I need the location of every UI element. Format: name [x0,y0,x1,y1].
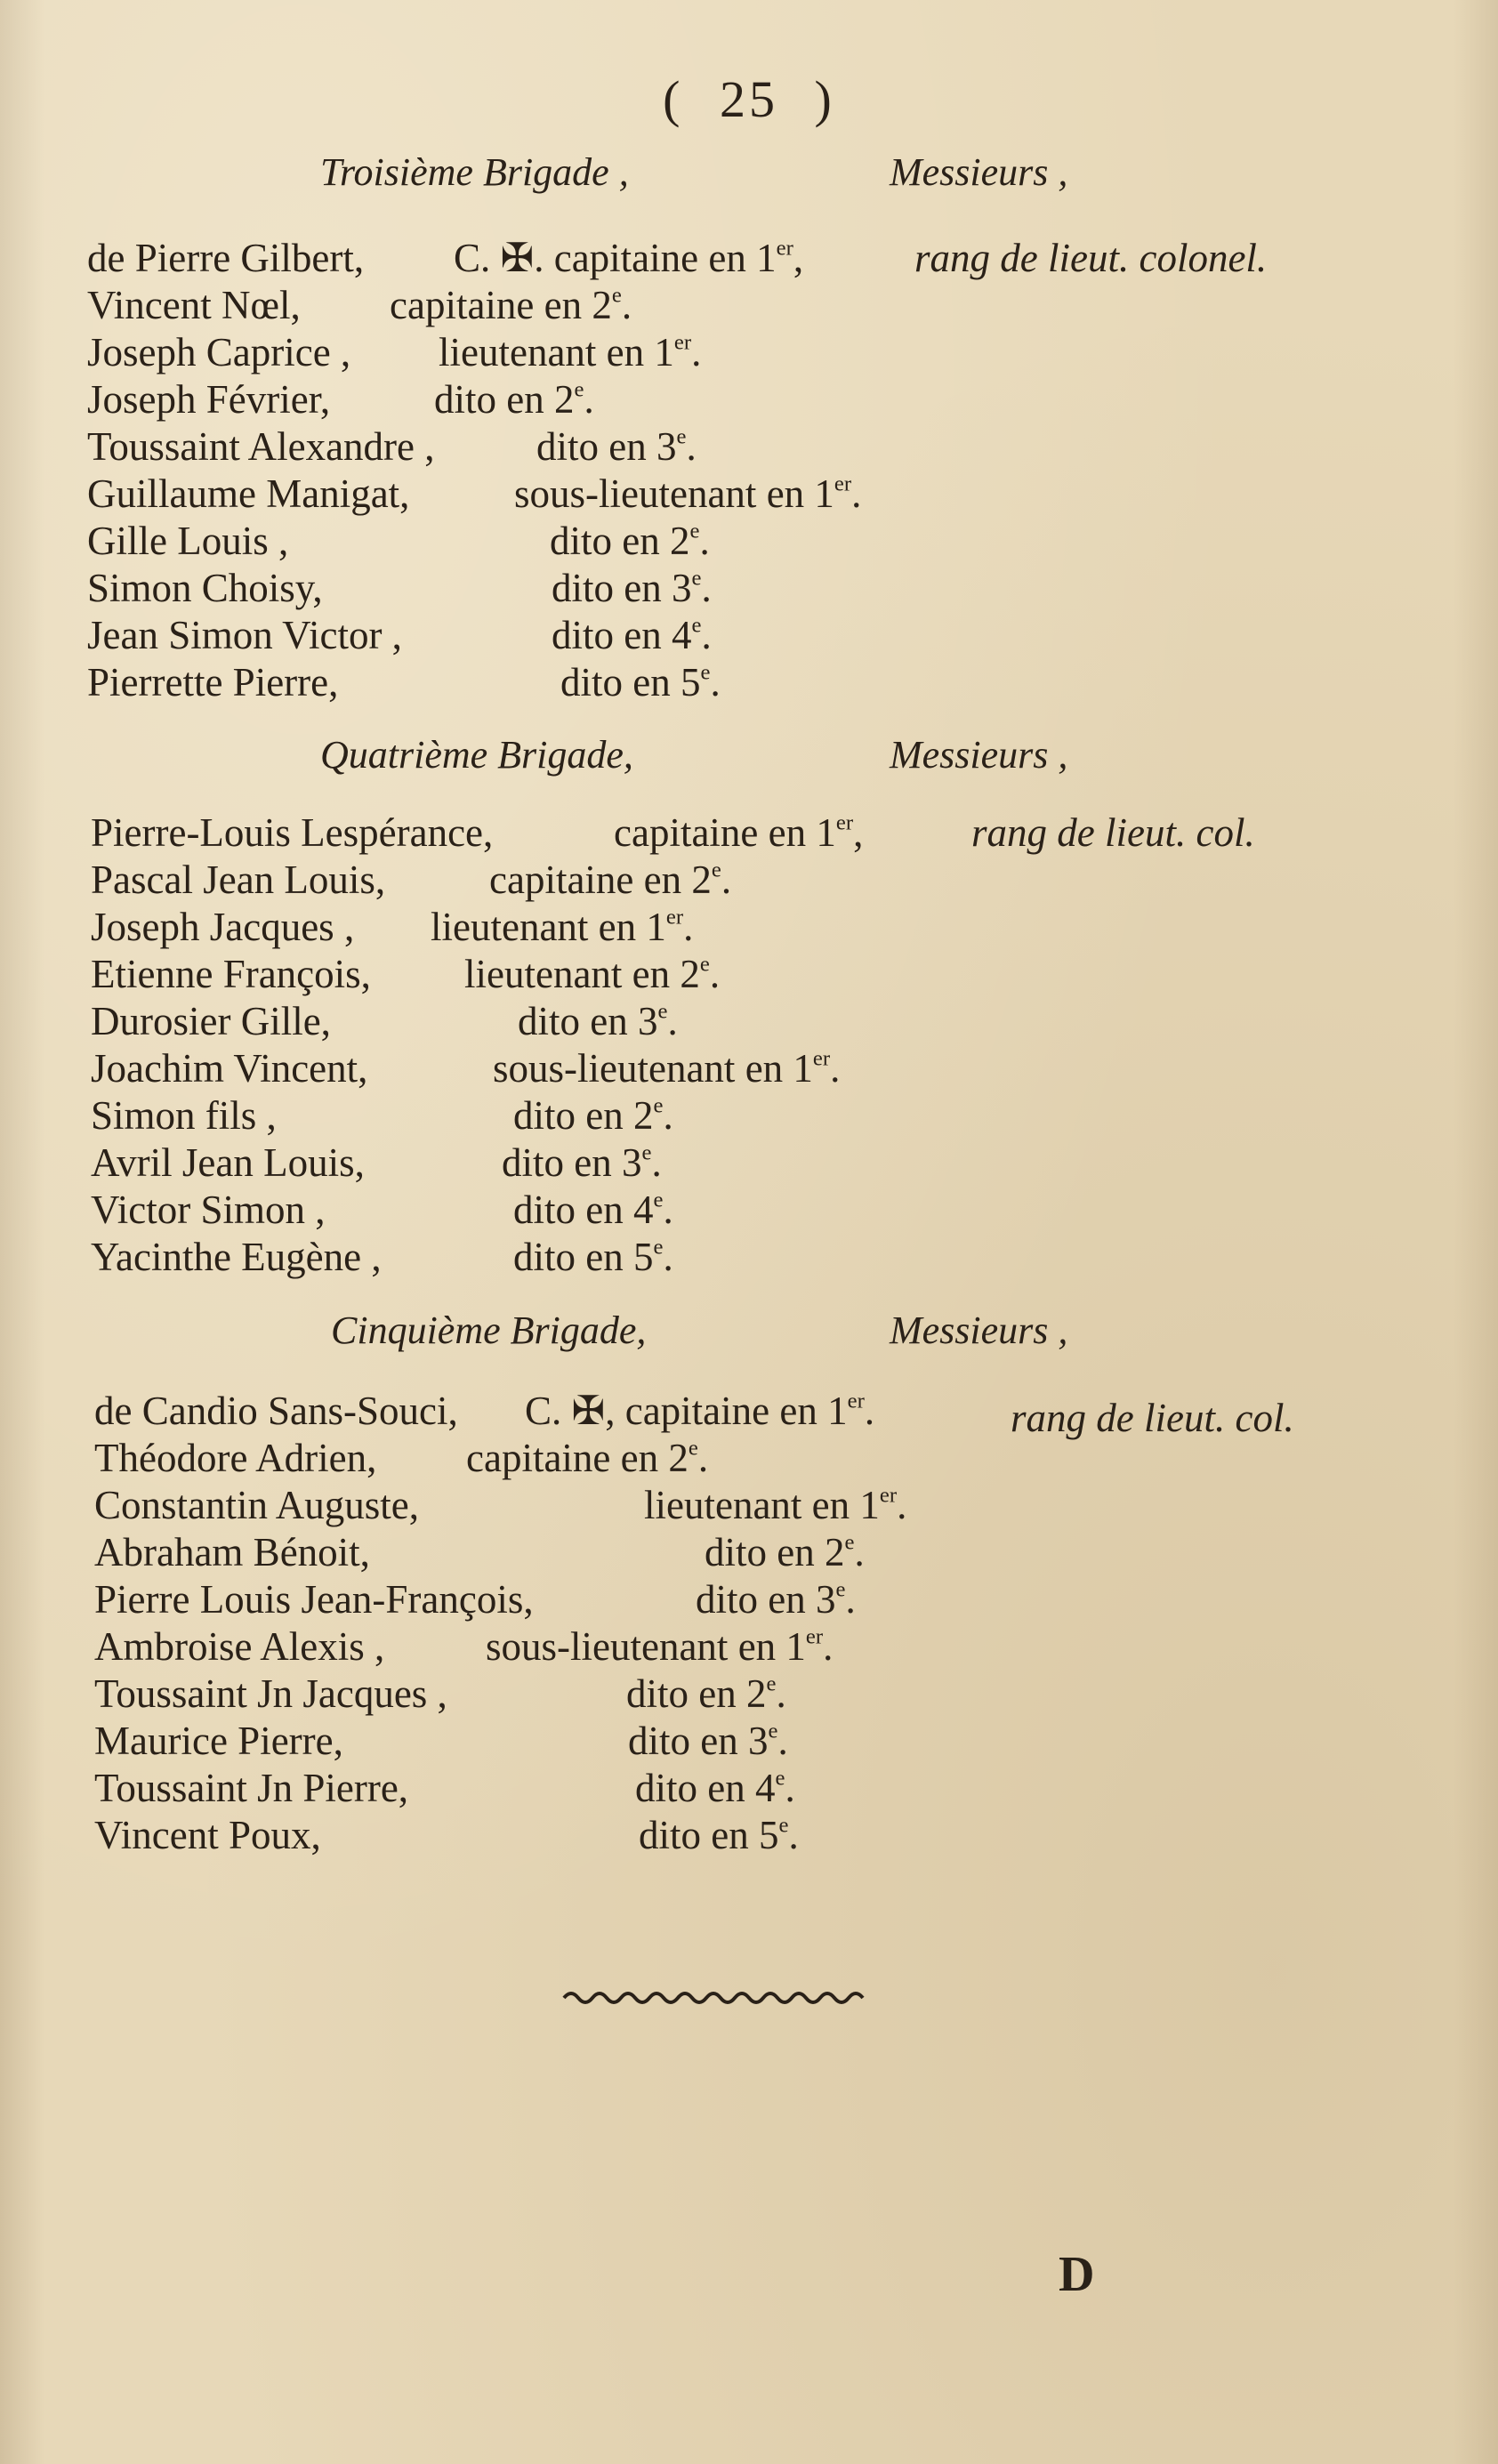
officer-name: Joseph Jacques , [91,905,355,949]
rank-text: capitaine en 2 [466,1436,689,1480]
rank-punct: . [663,1235,673,1279]
ordinal-suffix: e [611,283,622,308]
rank-text: dito en 4 [635,1766,776,1810]
officer-rank [513,1234,673,1280]
rank-text: dito en 5 [639,1813,779,1857]
rank-punct: . [721,858,732,902]
ordinal-suffix: er [834,471,852,496]
ordinal-suffix: e [768,1719,778,1743]
officer-rank [552,565,712,611]
rank-text: lieutenant en 2 [464,952,700,996]
ordinal-suffix: er [812,1046,831,1071]
rank-punct: , [853,810,864,855]
ordinal-suffix: e [700,660,711,685]
officer-name: Simon fils , [91,1093,277,1138]
officer-rank [431,904,693,950]
rank-punct: . [686,424,697,469]
officer-rank [434,376,594,423]
officer-rank [644,1482,906,1528]
officer-name: Avril Jean Louis, [91,1140,365,1185]
rank-text: dito en 4 [513,1188,654,1232]
officer-name: Abraham Bénoit, [94,1530,370,1574]
officer-name: Victor Simon , [91,1188,326,1232]
officer-name: Pierre Louis Jean-François, [94,1577,534,1622]
officer-rank [552,612,712,658]
officer-rank [464,951,720,997]
ordinal-suffix: e [676,424,687,449]
rank-punct: . [683,905,694,949]
ordinal-suffix: e [778,1813,789,1838]
officer-rank [696,1576,856,1623]
rank-punct: . [776,1671,786,1716]
honorary-rank: rang de lieut. col. [1011,1396,1294,1440]
officer-rank [635,1765,795,1811]
messieurs-label: Messieurs , [890,733,1068,777]
brigade-heading-4 [0,732,1498,785]
rank-text: dito en 3 [628,1719,769,1763]
officer-name: Vincent Poux, [94,1813,321,1857]
ordinal-suffix: e [641,1140,652,1165]
ordinal-suffix: e [835,1577,846,1602]
ordinal-suffix: e [688,1436,698,1461]
officer-rank [639,1812,799,1858]
rank-punct: . [651,1140,662,1185]
rank-text: capitaine en 1 [614,810,836,855]
ordinal-suffix: er [665,905,684,930]
ordinal-suffix: e [689,519,700,544]
officer-rank [536,423,697,470]
officer-name: Joachim Vincent, [91,1046,368,1091]
rank-punct: . [709,952,721,996]
ordinal-suffix: er [847,1389,865,1413]
rank-text: dito en 3 [552,566,692,610]
ordinal-suffix: er [776,236,793,261]
officer-name: Toussaint Jn Pierre, [94,1766,409,1810]
brigade-title: Troisième Brigade , [320,150,629,194]
officer-name: Joseph Caprice , [87,330,351,374]
officer-rank [628,1718,788,1764]
officer-rank [390,282,632,328]
officer-rank [489,857,731,903]
officer-name: Théodore Adrien, [94,1436,377,1480]
rank-text: dito en 2 [550,519,690,563]
officer-name: Guillaume Manigat, [87,471,410,516]
officer-rank [486,1623,833,1670]
ordinal-suffix: er [879,1483,898,1508]
officer-rank [514,471,861,517]
rank-text: C. ✠. capitaine en 1 [454,236,777,280]
brigade-heading-5 [0,1308,1498,1361]
officer-name: Gille Louis , [87,519,289,563]
officer-name: Joseph Février, [87,377,331,422]
rank-punct: . [663,1093,673,1138]
rank-punct: . [667,999,678,1043]
page-header [0,69,1498,129]
rank-text: dito en 4 [552,613,692,657]
ordinal-suffix: e [711,858,721,882]
ordinal-suffix: e [699,952,710,977]
officer-rank [705,1529,865,1575]
rank-punct: . [897,1483,907,1527]
rank-text: lieutenant en 1 [644,1483,880,1527]
rank-punct: . [697,1436,709,1480]
rank-punct: . [701,566,712,610]
rank-punct: . [830,1046,841,1091]
brigade-title: Cinquième Brigade, [331,1308,647,1352]
rank-punct: . [777,1719,788,1763]
officer-name: Pascal Jean Louis, [91,858,386,902]
rank-text: dito en 3 [536,424,677,469]
rank-text: C. ✠, capitaine en 1 [525,1389,848,1433]
rank-text: dito en 2 [705,1530,845,1574]
ordinal-suffix: e [844,1530,855,1555]
rank-text: sous-lieutenant en 1 [514,471,834,516]
ordinal-suffix: e [691,613,702,638]
officer-rank [466,1435,708,1481]
ordinal-suffix: er [805,1624,824,1649]
officer-name: Etienne François, [91,952,371,996]
signature-mark: D [1059,2247,1095,2302]
ordinal-suffix: e [691,566,702,591]
rank-text: dito en 3 [502,1140,642,1185]
officer-rank [518,998,678,1044]
brigade-title: Quatrième Brigade, [320,733,633,777]
ordinal-suffix: e [653,1093,664,1118]
honorary-rank: rang de lieut. col. [971,810,1255,855]
rank-text: lieutenant en 1 [431,905,666,949]
rank-text: sous-lieutenant en 1 [493,1046,813,1091]
rank-punct: . [854,1530,865,1574]
ordinal-suffix: e [775,1766,785,1791]
officer-rank [560,659,721,705]
officer-rank [626,1671,786,1717]
rank-text: capitaine en 2 [390,283,612,327]
rank-text: dito en 2 [626,1671,767,1716]
ordinal-suffix: er [673,330,692,355]
rank-text: dito en 3 [518,999,658,1043]
officer-rank [493,1045,840,1091]
rank-text: capitaine en 2 [489,858,712,902]
rank-text: sous-lieutenant en 1 [486,1624,806,1669]
officer-name: de Pierre Gilbert, [87,236,365,280]
messieurs-label: Messieurs , [890,1308,1068,1352]
rank-punct: . [701,613,712,657]
brigade-heading-3 [0,149,1498,203]
rank-text: lieutenant en 1 [439,330,674,374]
ordinal-suffix: er [835,810,854,835]
rank-text: dito en 5 [513,1235,654,1279]
officer-rank [513,1092,673,1139]
rank-text: dito en 3 [696,1577,836,1622]
rank-punct: . [851,471,862,516]
rank-punct: . [788,1813,799,1857]
officer-rank [550,518,710,564]
page-number-open: ( [663,70,684,128]
rank-punct: . [699,519,710,563]
officer-name: Toussaint Jn Jacques , [94,1671,447,1716]
officer-rank [439,329,701,375]
page-number-close: ) [814,70,835,128]
officer-name: Jean Simon Victor , [87,613,402,657]
rank-text: dito en 5 [560,660,701,705]
rank-punct: . [785,1766,795,1810]
ordinal-suffix: e [657,999,668,1024]
ordinal-suffix: e [653,1235,664,1260]
rank-text: dito en 2 [434,377,575,422]
officer-name: Maurice Pierre, [94,1719,343,1763]
officer-name: Ambroise Alexis , [94,1624,385,1669]
ordinal-suffix: e [574,377,584,402]
officer-name: Pierrette Pierre, [87,660,339,705]
rank-punct: . [710,660,721,705]
messieurs-label: Messieurs , [890,150,1068,194]
officer-name: Toussaint Alexandre , [87,424,435,469]
officer-name: Yacinthe Eugène , [91,1235,382,1279]
officer-name: Durosier Gille, [91,999,331,1043]
officer-name: Vincent Nœl, [87,283,301,327]
officer-name: Constantin Auguste, [94,1483,420,1527]
rank-punct: . [823,1624,834,1669]
rank-punct: . [864,1389,875,1433]
rank-punct: . [691,330,702,374]
ordinal-suffix: e [653,1188,664,1212]
officer-rank [513,1187,673,1233]
officer-rank [502,1139,662,1186]
officer-name: Pierre-Louis Lespérance, [91,810,494,855]
rank-text: dito en 2 [513,1093,654,1138]
ordinal-suffix: e [766,1671,777,1696]
rank-punct: , [793,236,804,280]
officer-rank [454,235,803,281]
officer-name: de Candio Sans-Souci, [94,1389,458,1433]
rank-punct: . [845,1577,856,1622]
officer-rank [525,1388,874,1434]
rank-punct: . [621,283,632,327]
honorary-rank: rang de lieut. colonel. [914,236,1268,280]
officer-name: Simon Choisy, [87,566,323,610]
ornament-rule [562,1985,865,2009]
page-number: 25 [720,70,778,128]
officer-rank [614,809,863,856]
rank-punct: . [663,1188,673,1232]
rank-punct: . [584,377,594,422]
